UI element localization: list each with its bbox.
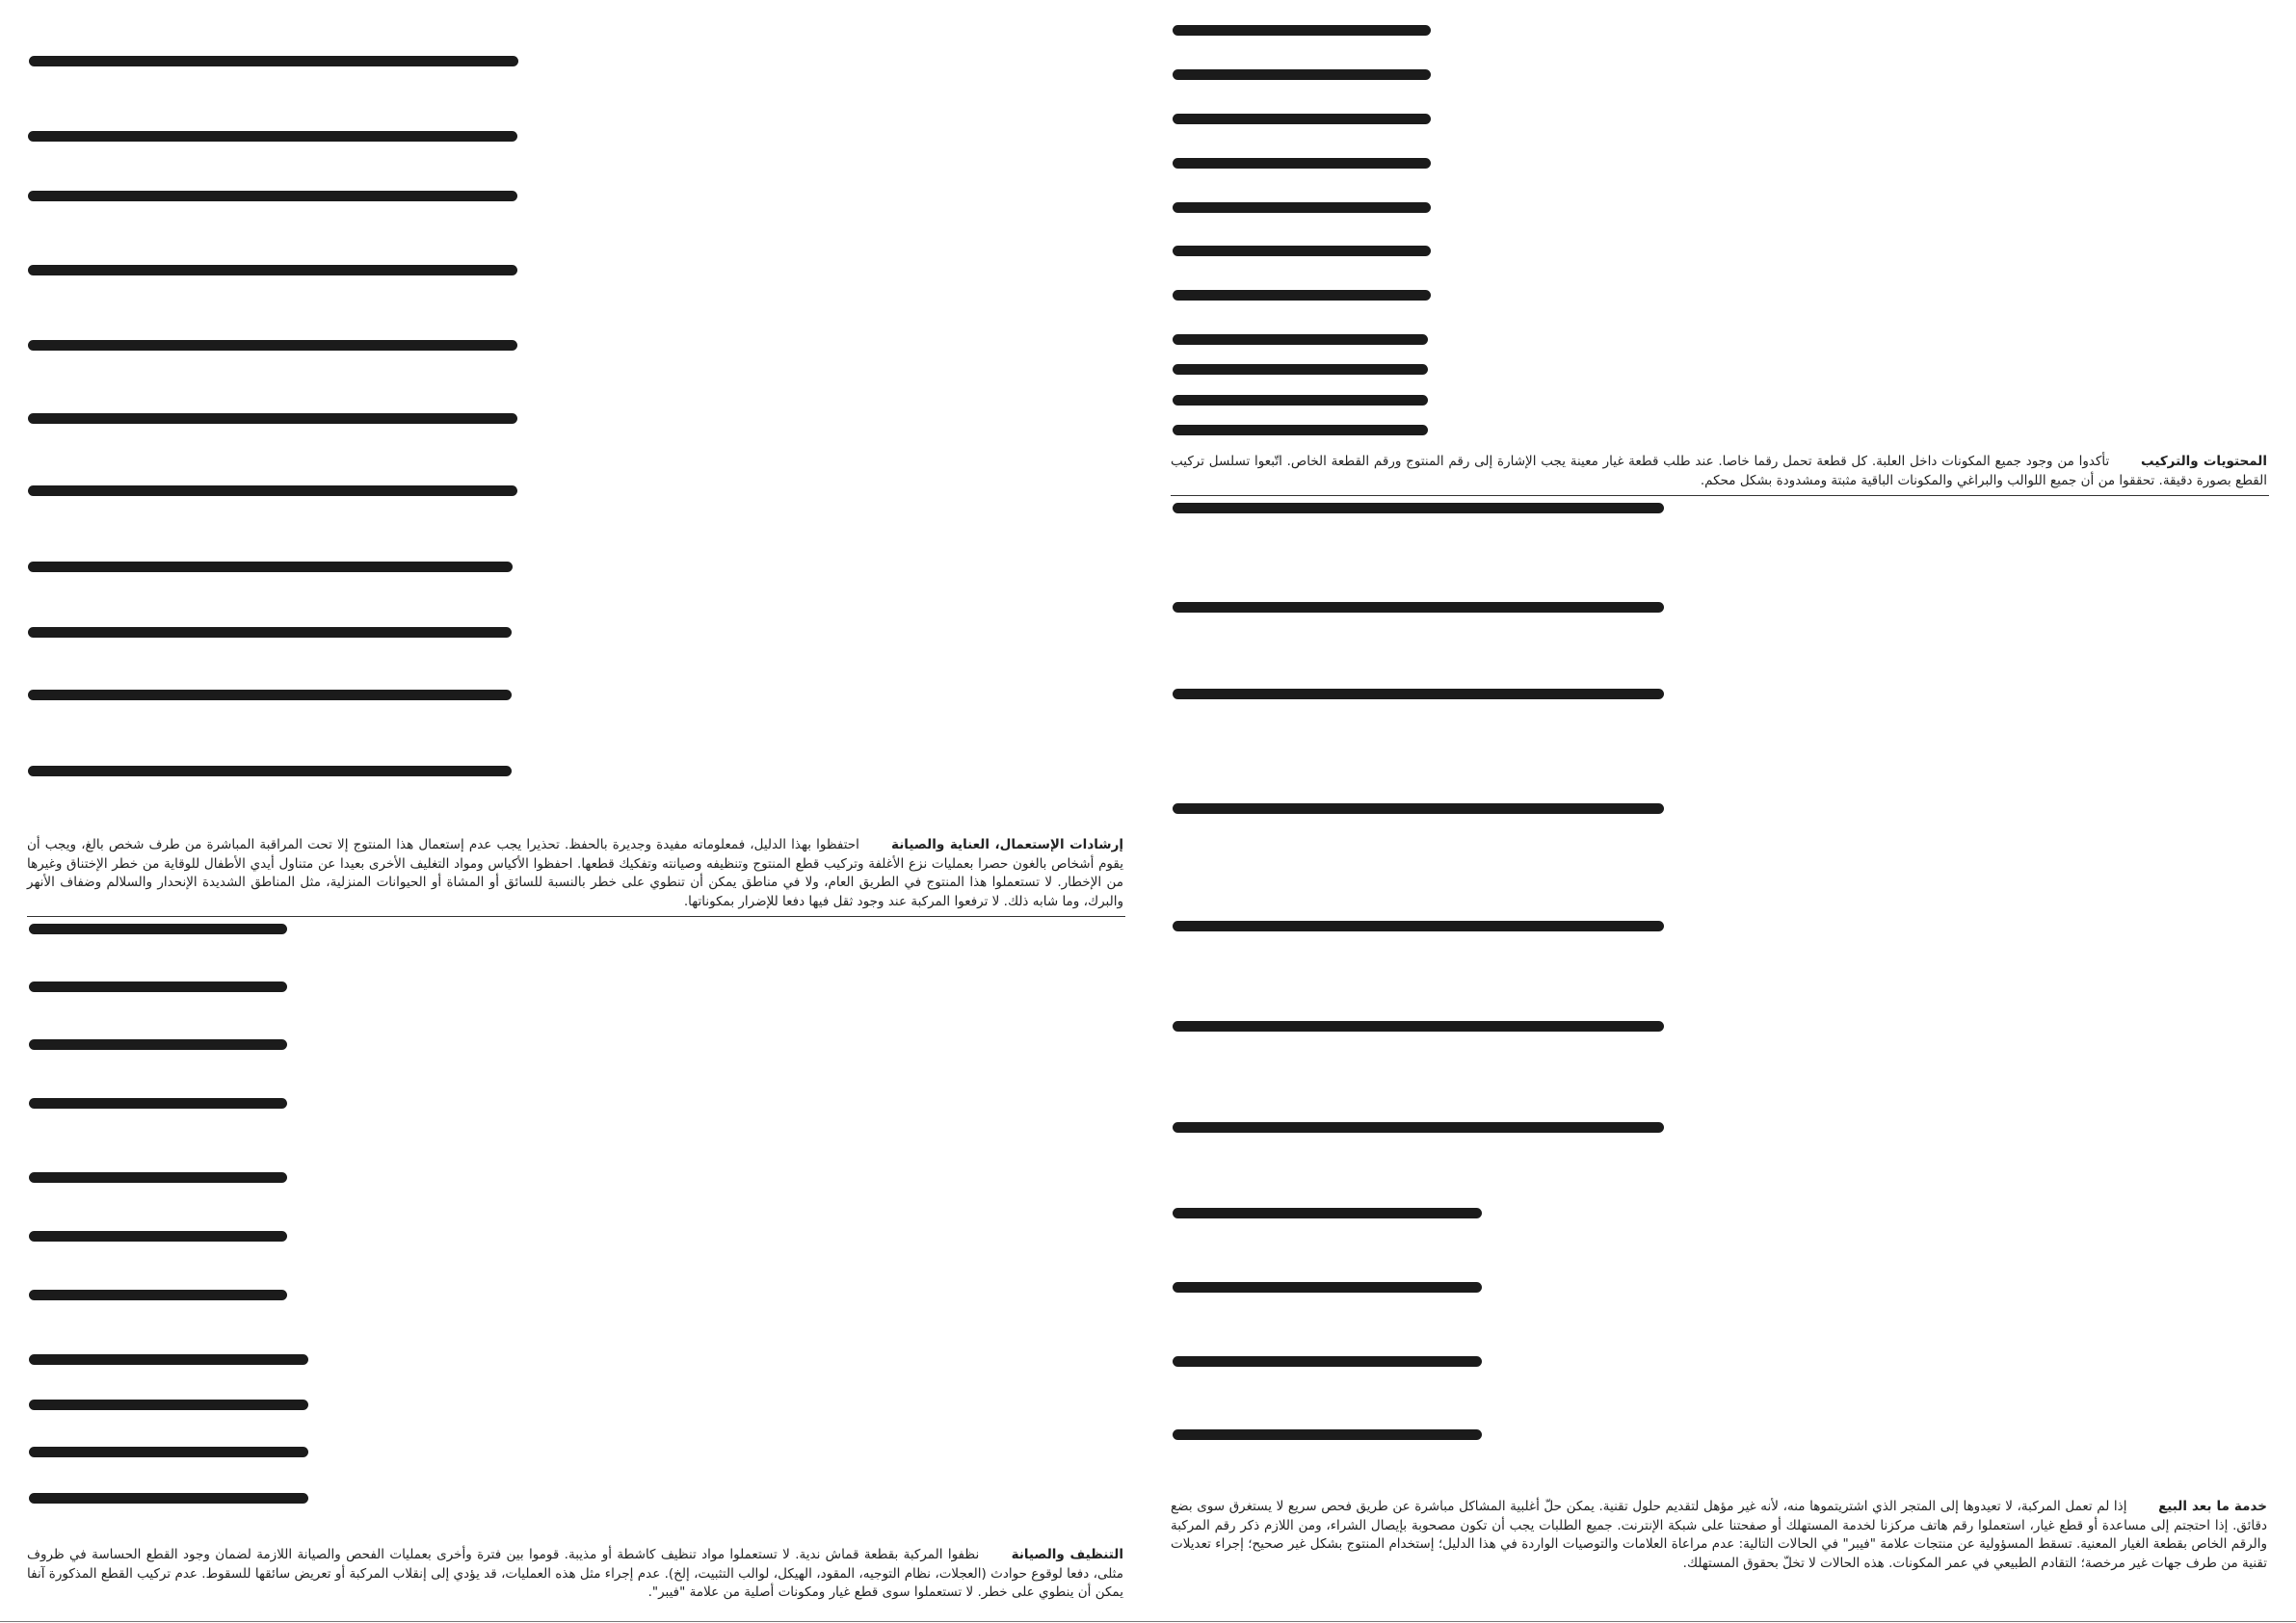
redacted-line (28, 340, 517, 351)
redacted-line (29, 982, 287, 992)
cleaning-section (27, 1546, 1123, 1603)
redacted-line (28, 191, 517, 201)
right-column (1171, 0, 2269, 1623)
redacted-line (1173, 689, 1664, 699)
redacted-line (1173, 503, 1664, 513)
redacted-line (1173, 1282, 1482, 1293)
redacted-line (29, 1400, 308, 1410)
section-divider (1171, 495, 2269, 496)
service-section (1171, 1498, 2267, 1573)
redacted-line (29, 1039, 287, 1050)
redacted-line (1173, 114, 1431, 124)
cleaning-heading: التنظيف والصيانة (1011, 1547, 1123, 1562)
redacted-line (1173, 158, 1431, 169)
redacted-line (1173, 246, 1431, 256)
redacted-line (1173, 1021, 1664, 1032)
section-divider (27, 916, 1125, 917)
redacted-line (1173, 1122, 1664, 1133)
redacted-line (28, 562, 513, 572)
redacted-line (1173, 1429, 1482, 1440)
redacted-line (29, 924, 287, 934)
redacted-line (1173, 425, 1428, 435)
redacted-line (1173, 364, 1428, 375)
redacted-line (28, 265, 517, 275)
redacted-line (28, 627, 512, 638)
redacted-line (29, 1354, 308, 1365)
usage-heading: إرشادات الإستعمال، العناية والصيانة (891, 837, 1123, 852)
redacted-line (29, 1493, 308, 1504)
redacted-line (1173, 803, 1664, 814)
cleaning-body: نظفوا المركبة بقطعة قماش ندية. لا تستعملوا مواد تنظيف كاشطة أو مذيبة. قوموا بين فترة وأخرى بعمليات الفحص والصيانة اللازمة لضمان وجود القطع الحساسة في ظروف مثلى، دفعا لوقوع حوادث (العجلات، نظام التوجيه، المقود، الهيكل، لوالب التثبيت، إلخ). عدم إجراء مثل هذه العمليات، قد يؤدي إلى إنقلاب المركبة أو تعريض سائقها للسقوط. عدم تركيب القطع المذكورة آنفا يمكن أن ينطوي على خطر. لا تستعملوا سوى قطع غيار ومكونات أصلية من علامة "فيبر". (27, 1547, 1123, 1600)
redacted-line (1173, 202, 1431, 213)
contents-body: تأكدوا من وجود جميع المكونات داخل العلبة. كل قطعة تحمل رقما خاصا. عند طلب قطعة غيار معينة يجب الإشارة إلى رقم المنتوج ورقم القطعة الخاص. اتّبعوا تسلسل تركيب القطع بصورة دقيقة. تحققوا من أن جميع اللوالب والبراغي والمكونات الباقية مثبتة ومشدودة بشكل محكم. (1171, 454, 2267, 488)
redacted-line (1173, 395, 1428, 406)
left-column (27, 0, 1125, 1623)
redacted-line (1173, 69, 1431, 80)
service-body: إذا لم تعمل المركبة، لا تعيدوها إلى المتجر الذي اشتريتموها منه، لأنه غير مؤهل لتقديم حلول تقنية. يمكن حلّ أغلبية المشاكل مباشرة عن طريق فحص سريع لا يستغرق سوى بضع دقائق. إذا احتجتم إلى مساعدة أو قطع غيار، استعملوا رقم هاتف مركزنا لخدمة المستهلك أو صفحتنا على شبكة الإنترنت. جميع الطلبات يجب أن تكون مصحوبة بإيصال الشراء، ومن اللازم ذكر رقم المركبة والرقم الخاص بقطعة الغيار المعنية. تسقط المسؤولية عن منتجات علامة "فيبر" في الحالات التالية: عدم مراعاة العلامات والتوصيات الواردة في هذا الدليل؛ إستخدام المنتوج بشكل غير صحيح؛ إجراء تعديلات تقنية من طرف جهات غير مرخصة؛ التقادم الطبيعي في عمر المكونات. هذه الحالات لا تخلّ بحقوق المستهلك. (1171, 1499, 2267, 1571)
redacted-line (28, 131, 517, 142)
service-heading: خدمة ما بعد البيع (2158, 1499, 2268, 1514)
usage-body: احتفظوا بهذا الدليل، فمعلوماته مفيدة وجديرة بالحفظ. تحذيرا يجب عدم إستعمال هذا المنتوج إلا تحت المراقبة المباشرة من طرف شخص بالغ، ويجب أن يقوم أشخاص بالغون حصرا بعمليات نزع الأغلفة وتركيب قطع المنتوج وتنظيفه وصيانته وتفكيك قطعها. احفظوا الأكياس ومواد التغليف الأخرى بعيدا عن متناول أيدي الأطفال للوقاية من خطر الإختناق وغيرها من الإخطار. لا تستعملوا هذا المنتوج في الطريق العام، ولا في مناطق يمكن أن تنطوي على خطر بالنسبة للسائق أو المشاة أو الحيوانات المنزلية، مثل المناطق الشديدة الإنحدار والسلالم وضفاف الأنهر والبرك، وما شابه ذلك. لا ترفعوا المركبة عند وجود ثقل فيها دفعا للإضرار بمكوناتها. (27, 837, 1123, 909)
redacted-line (1173, 1356, 1482, 1367)
redacted-line (29, 1447, 308, 1457)
redacted-line (29, 1172, 287, 1183)
redacted-line (28, 690, 512, 700)
redacted-line (1173, 602, 1664, 613)
redacted-line (29, 56, 518, 66)
redacted-line (29, 1098, 287, 1109)
redacted-line (1173, 25, 1431, 36)
redacted-line (1173, 334, 1428, 345)
contents-heading: المحتويات والتركيب (2141, 454, 2268, 469)
redacted-line (29, 1290, 287, 1300)
redacted-line (29, 1231, 287, 1242)
redacted-line (28, 766, 512, 776)
redacted-line (28, 485, 517, 496)
redacted-line (1173, 921, 1664, 931)
usage-section (27, 836, 1123, 911)
contents-section (1171, 453, 2267, 490)
page-bottom-edge (0, 1621, 2296, 1622)
redacted-line (1173, 290, 1431, 301)
redacted-line (28, 413, 517, 424)
redacted-line (1173, 1208, 1482, 1218)
